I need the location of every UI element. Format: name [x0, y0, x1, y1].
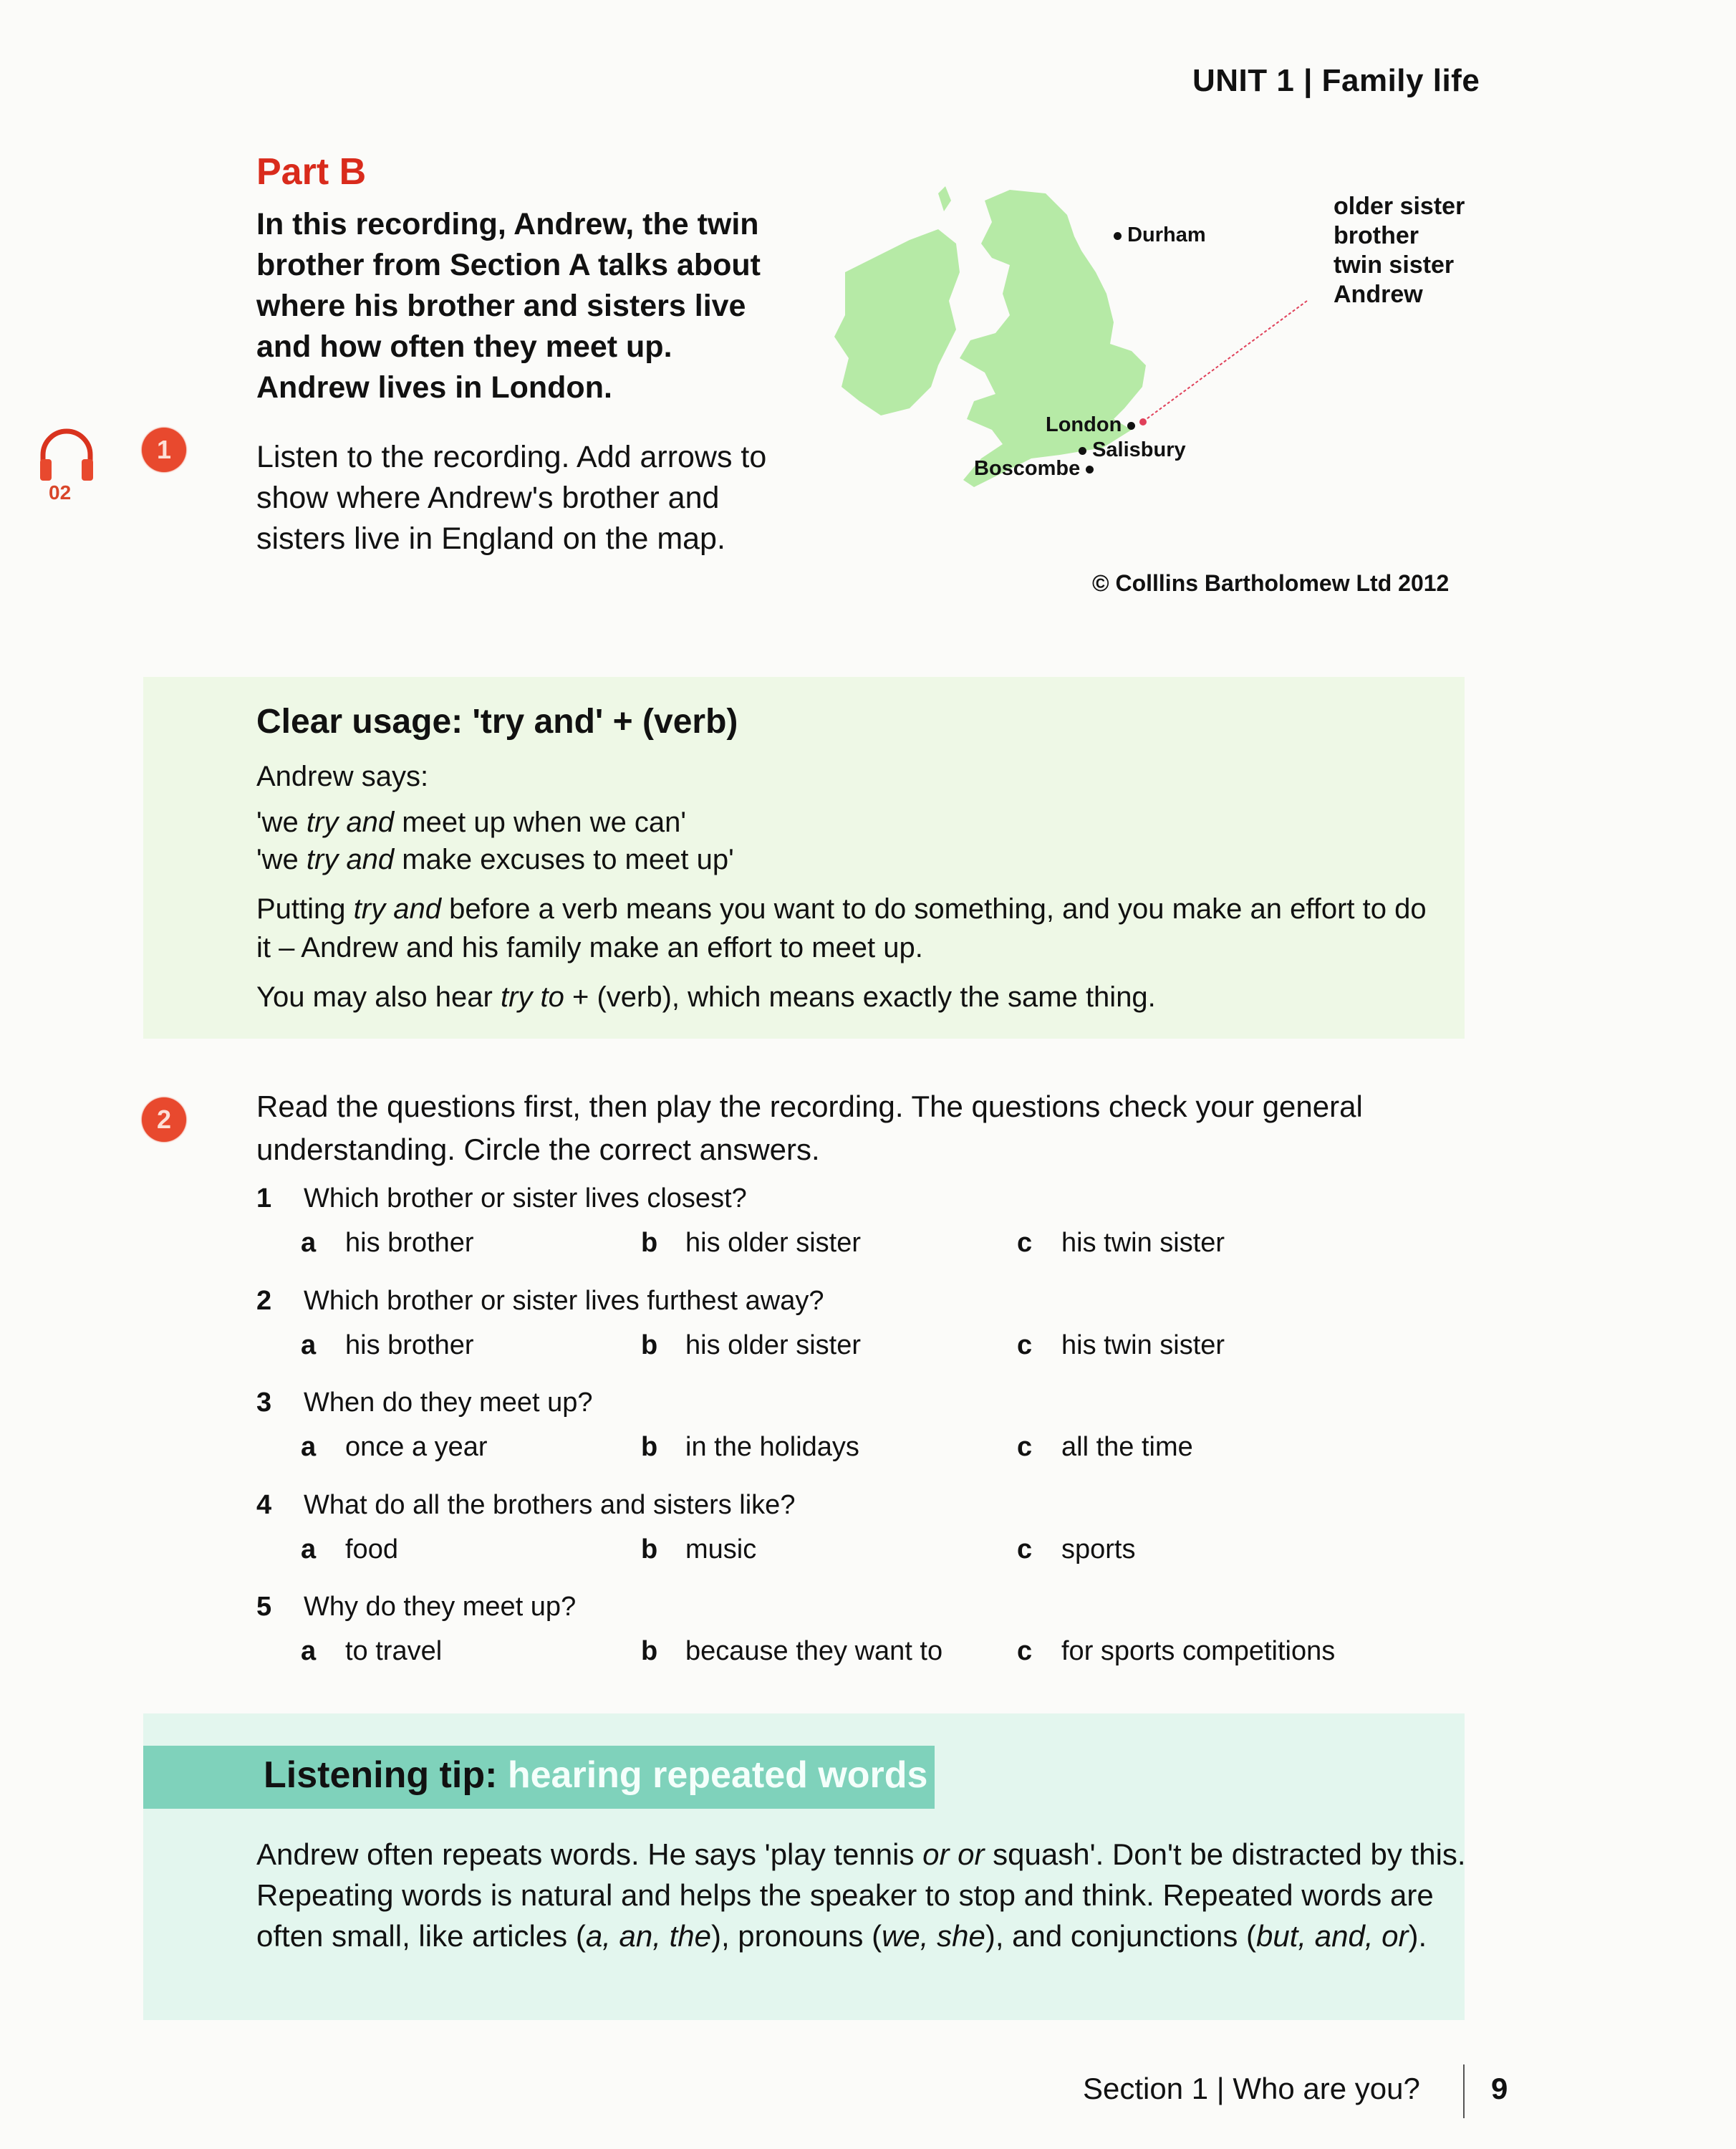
option-text: his older sister — [685, 1330, 861, 1360]
option-letter: a — [301, 1228, 317, 1258]
map-copyright: © Colllins Bartholomew Ltd 2012 — [1092, 570, 1450, 596]
option-letter: b — [641, 1228, 658, 1258]
answer-option-a[interactable] — [301, 1330, 474, 1361]
exercise-2-number: 2 — [142, 1097, 186, 1142]
question-4 — [256, 1490, 795, 1521]
exercise-1-number: 1 — [142, 428, 186, 472]
emphasis-text: we, she — [882, 1919, 985, 1953]
clear-usage-title: Clear usage: 'try and' + (verb) — [256, 703, 738, 741]
answer-options — [301, 1330, 1447, 1366]
option-text: because they want to — [685, 1636, 943, 1666]
option-text: his brother — [345, 1330, 474, 1360]
map-legend — [1334, 192, 1465, 309]
option-text: his twin sister — [1061, 1228, 1225, 1258]
map-place-london: London — [1046, 413, 1135, 437]
emphasis-text: or or — [922, 1837, 985, 1871]
answer-option-c[interactable] — [1017, 1432, 1193, 1463]
answer-option-c[interactable] — [1017, 1330, 1225, 1361]
map-place-salisbury: Salisbury — [1079, 438, 1186, 462]
answer-options — [301, 1636, 1447, 1672]
legend-item: older sister — [1334, 193, 1465, 220]
question-5 — [256, 1592, 576, 1622]
question-number: 3 — [256, 1388, 272, 1418]
option-text: his older sister — [685, 1228, 861, 1258]
option-text: his brother — [345, 1228, 474, 1258]
option-text: for sports competitions — [1061, 1636, 1336, 1666]
legend-item: twin sister — [1334, 251, 1455, 279]
question-text: Which brother or sister lives closest? — [304, 1183, 747, 1213]
map-place-durham: Durham — [1114, 223, 1206, 247]
question-text: Which brother or sister lives furthest away? — [304, 1286, 824, 1316]
option-letter: a — [301, 1330, 317, 1360]
question-number: 5 — [256, 1592, 272, 1622]
question-number: 2 — [256, 1286, 272, 1316]
answer-options — [301, 1228, 1447, 1264]
option-text: food — [345, 1534, 398, 1564]
page-number: 9 — [1491, 2072, 1508, 2105]
uk-map[interactable] — [831, 172, 1318, 552]
exercise-2-instructions: Read the questions first, then play the recording. The questions check your general understanding. Circle the correct answers. — [256, 1090, 1363, 1166]
answer-option-c[interactable] — [1017, 1534, 1135, 1565]
emphasis-text: but, and, or — [1256, 1919, 1409, 1953]
question-text: When do they meet up? — [304, 1388, 593, 1418]
clear-usage-quote-2: 'we try and make excuses to meet up' — [256, 844, 734, 875]
option-text: in the holidays — [685, 1432, 859, 1462]
body-text: ), and conjunctions ( — [985, 1919, 1257, 1953]
option-text: once a year — [345, 1432, 488, 1462]
emphasis-text: a, an, the — [585, 1919, 711, 1953]
audio-track-number: 02 — [49, 481, 72, 504]
option-letter: c — [1017, 1534, 1033, 1564]
question-text: Why do they meet up? — [304, 1592, 577, 1622]
clear-usage-note: You may also hear try to + (verb), which means exactly the same thing. — [256, 981, 1156, 1013]
body-text: ), pronouns ( — [710, 1919, 882, 1953]
clear-usage-intro: Andrew says: — [256, 761, 429, 792]
place-dot — [1114, 232, 1122, 240]
option-letter: a — [301, 1534, 317, 1564]
answer-option-b[interactable] — [641, 1534, 756, 1565]
option-letter: a — [301, 1636, 317, 1666]
map-landmass — [831, 172, 1318, 552]
option-letter: c — [1017, 1432, 1033, 1462]
option-letter: c — [1017, 1636, 1033, 1666]
question-number: 1 — [256, 1183, 272, 1213]
answer-option-b[interactable] — [641, 1228, 861, 1259]
listening-tip-title: Listening tip: hearing repeated words — [264, 1754, 928, 1796]
question-3 — [256, 1388, 592, 1418]
question-1 — [256, 1183, 747, 1214]
unit-header: UNIT 1 | Family life — [1192, 63, 1480, 98]
option-text: all the time — [1061, 1432, 1193, 1462]
option-text: sports — [1061, 1534, 1136, 1564]
place-dot — [1086, 466, 1094, 473]
question-2 — [256, 1286, 824, 1317]
option-letter: b — [641, 1636, 658, 1666]
answer-option-b[interactable] — [641, 1636, 942, 1667]
part-intro: In this recording, Andrew, the twin brother from Section A talks about where his brother and sisters live and how often they meet up. Andrew lives in London. — [256, 207, 761, 405]
answer-option-c[interactable] — [1017, 1228, 1225, 1259]
answer-option-a[interactable] — [301, 1432, 488, 1463]
question-text: What do all the brothers and sisters like? — [304, 1490, 796, 1520]
listening-tip-subtitle: hearing repeated words — [507, 1754, 928, 1796]
answer-options — [301, 1534, 1447, 1570]
option-letter: c — [1017, 1228, 1033, 1258]
answer-option-b[interactable] — [641, 1432, 859, 1463]
option-letter: c — [1017, 1330, 1033, 1360]
body-text: Andrew often repeats words. He says 'play tennis — [256, 1837, 923, 1871]
answer-options — [301, 1432, 1447, 1468]
answer-option-a[interactable] — [301, 1228, 474, 1259]
footer-divider — [1463, 2064, 1465, 2118]
place-dot — [1079, 447, 1086, 455]
answer-option-c[interactable] — [1017, 1636, 1335, 1667]
clear-usage-quote-1: 'we try and meet up when we can' — [256, 807, 687, 838]
legend-item: brother — [1334, 222, 1419, 249]
footer-section-title: Section 1 | Who are you? — [1083, 2072, 1420, 2105]
clear-usage-explanation: Putting try and before a verb means you want to do something, and you make an effort to do it – Andrew and his family make an effort to meet up. — [256, 893, 1427, 963]
answer-option-b[interactable] — [641, 1330, 861, 1361]
option-letter: a — [301, 1432, 317, 1462]
body-text: ). — [1408, 1919, 1427, 1953]
listening-tip-body — [256, 1834, 1474, 1956]
option-text: to travel — [345, 1636, 443, 1666]
option-letter: b — [641, 1330, 658, 1360]
option-text: music — [685, 1534, 757, 1564]
place-dot — [1127, 422, 1135, 430]
option-letter: b — [641, 1432, 658, 1462]
body-text: squash'. Don't be distracted by this. Repeating words is natural and helps the speaker to stop and think. Repeated words are often small, like articles ( — [256, 1837, 1466, 1953]
answer-option-a[interactable] — [301, 1636, 442, 1667]
exercise-1-instructions: Listen to the recording. Add arrows to show where Andrew's brother and sisters live in England on the map. — [256, 440, 767, 556]
option-text: his twin sister — [1061, 1330, 1225, 1360]
legend-item: Andrew — [1334, 281, 1423, 308]
map-place-boscombe: Boscombe — [974, 457, 1094, 481]
answer-option-a[interactable] — [301, 1534, 398, 1565]
option-letter: b — [641, 1534, 658, 1564]
question-number: 4 — [256, 1490, 272, 1520]
part-title: Part B — [256, 151, 367, 193]
